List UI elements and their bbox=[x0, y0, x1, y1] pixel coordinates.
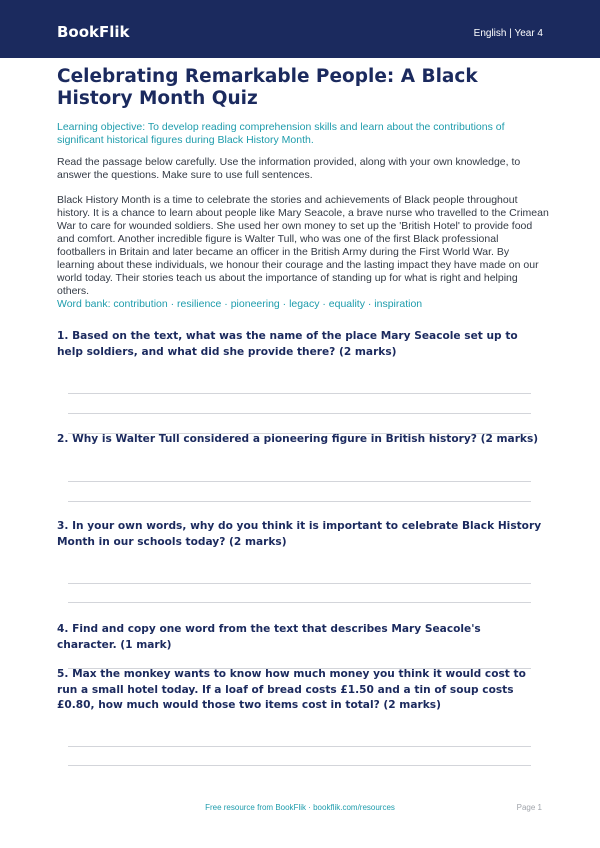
learning-objective: Learning objective: To develop reading comprehension skills and learn about the contributions of significant historical figures during Black History Month. bbox=[57, 121, 505, 146]
answer-line[interactable] bbox=[68, 393, 531, 394]
answer-line[interactable] bbox=[68, 765, 531, 766]
answer-line[interactable] bbox=[68, 602, 531, 603]
question-2: 2. Why is Walter Tull considered a pioneering figure in British history? (2 marks) bbox=[57, 433, 539, 445]
question-3: 3. In your own words, why do you think it is important to celebrate Black History Month in our schools today? (2 marks) bbox=[57, 520, 542, 548]
question-4: 4. Find and copy one word from the text that describes Mary Seacole's character. (1 mark) bbox=[57, 623, 481, 651]
reading-passage: Black History Month is a time to celebrate the stories and achievements of Black people throughout history. It is a chance to learn about people like Mary Seacole, a brave nurse who travelled to the Crimean War to care for wounded soldiers. She used her own money to set up the 'British Hotel' to provide food and comfort. Another incredible figure is Walter Tull, who was one of the first Black professional footballers in Britain and later became an officer in the British Army during the First World War. By learning about these individuals, we honour their courage and the lasting impact they have made on our world today. Their stories teach us about the importance of standing up for what is right and helping others. bbox=[57, 194, 549, 297]
question-5: 5. Max the monkey wants to know how much money you think it would cost to run a small hotel today. If a loaf of bread costs £1.50 and a tin of soup costs £0.80, how much would those two items cost in total? (2 marks) bbox=[57, 668, 526, 711]
answer-line[interactable] bbox=[68, 481, 531, 482]
answer-line[interactable] bbox=[68, 746, 531, 747]
page-number: Page 1 bbox=[516, 803, 542, 812]
brand-logo: BookFlik bbox=[57, 23, 130, 41]
word-bank: Word bank: contribution · resilience · pioneering · legacy · equality · inspiration bbox=[57, 298, 423, 310]
subject-year-label: English | Year 4 bbox=[473, 28, 543, 39]
question-1: 1. Based on the text, what was the name of the place Mary Seacole set up to help soldiers, and what did she provide there? (2 marks) bbox=[57, 330, 518, 358]
answer-line[interactable] bbox=[68, 583, 531, 584]
instructions: Read the passage below carefully. Use the information provided, along with your own knowledge, to answer the questions. Make sure to use full sentences. bbox=[57, 156, 521, 181]
page-title: Celebrating Remarkable People: A Black History Month Quiz bbox=[57, 66, 478, 109]
footer-credit: Free resource from BookFlik · bookflik.com/resources bbox=[205, 803, 395, 812]
answer-line[interactable] bbox=[68, 413, 531, 414]
header-bar bbox=[0, 0, 600, 58]
answer-line[interactable] bbox=[68, 501, 531, 502]
